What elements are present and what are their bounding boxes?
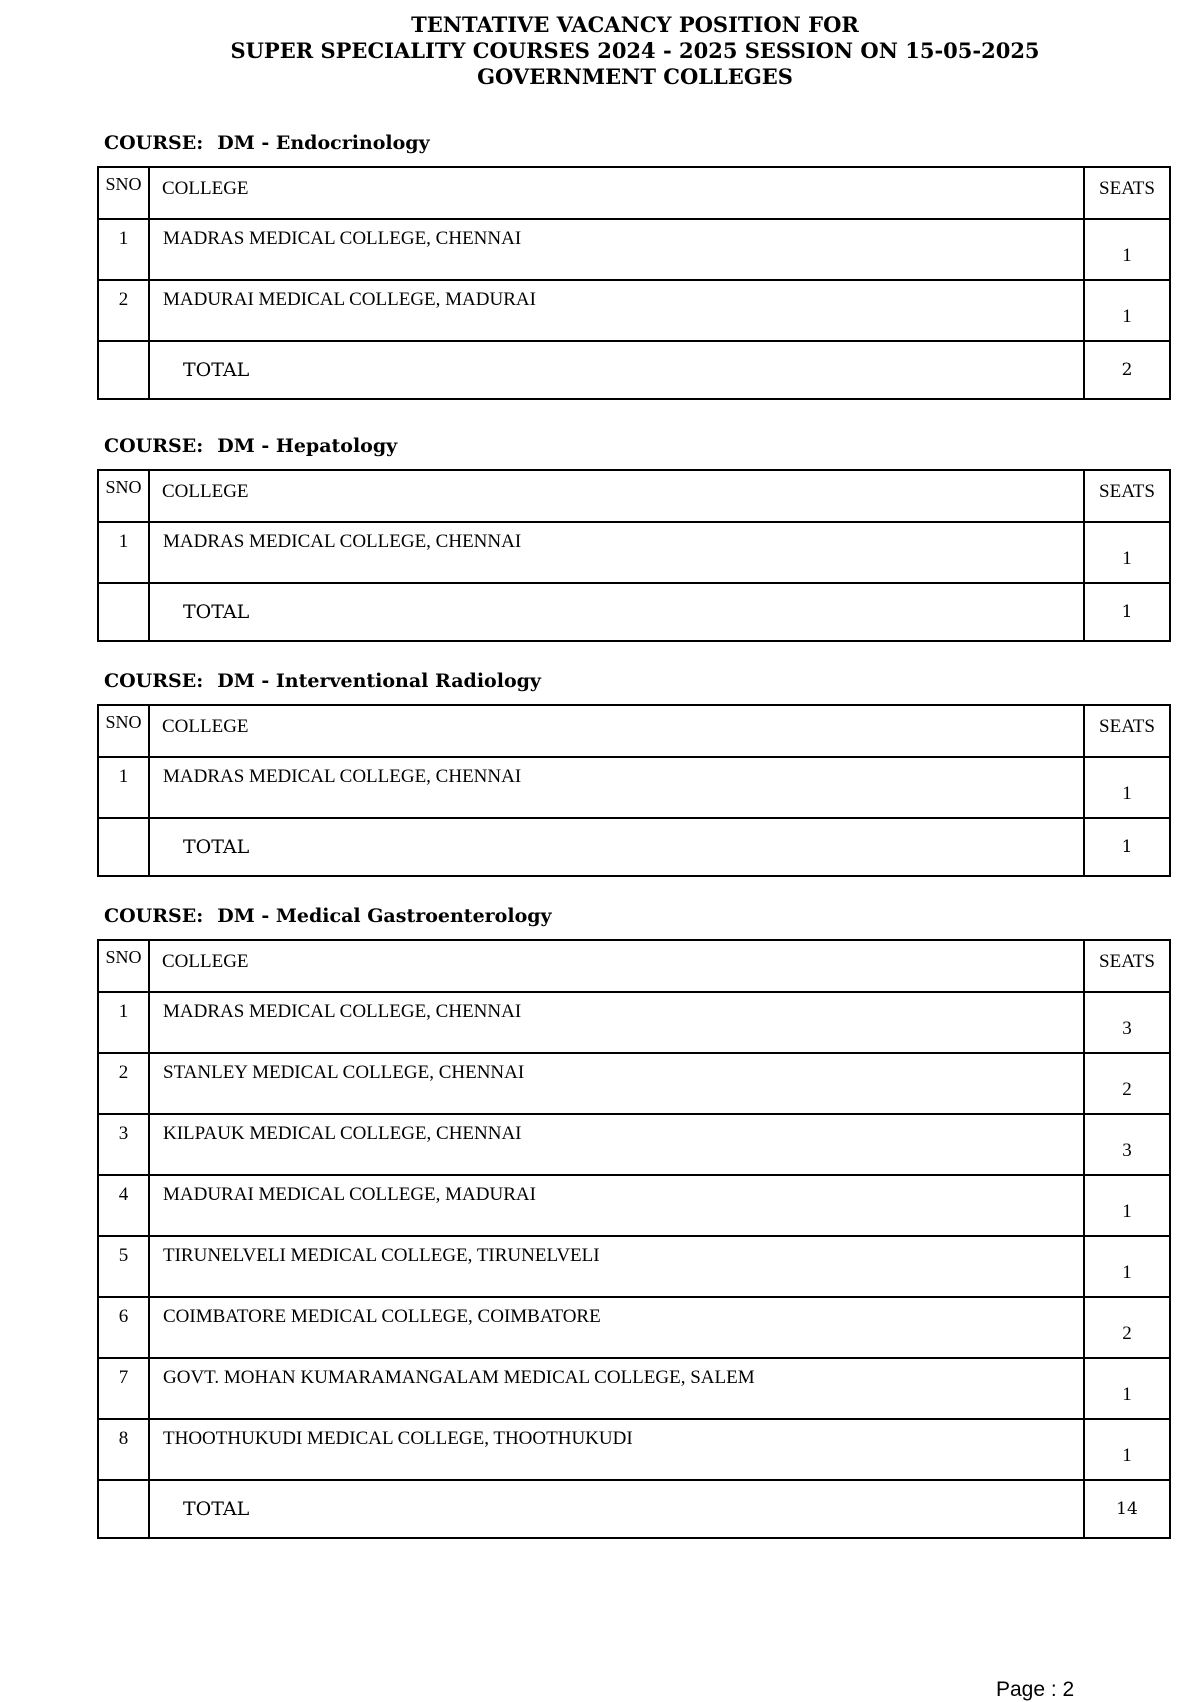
table-row xyxy=(98,757,1170,818)
cell-sno: 1 xyxy=(98,757,149,818)
table-row xyxy=(98,1419,1170,1480)
course-name: DM - Hepatology xyxy=(217,435,398,457)
cell-college: STANLEY MEDICAL COLLEGE, CHENNAI xyxy=(149,1053,1084,1114)
course-label: COURSE: xyxy=(104,132,204,154)
table-header-row xyxy=(98,470,1170,522)
cell-sno: 1 xyxy=(98,992,149,1053)
total-label: TOTAL xyxy=(149,583,1084,641)
cell-college: MADRAS MEDICAL COLLEGE, CHENNAI xyxy=(149,219,1084,280)
column-header-seats: SEATS xyxy=(1084,705,1170,757)
cell-sno: 1 xyxy=(98,219,149,280)
cell-seats: 1 xyxy=(1084,280,1170,341)
table-row xyxy=(98,219,1170,280)
table-row xyxy=(98,1297,1170,1358)
total-seats: 1 xyxy=(1084,583,1170,641)
course-name: DM - Interventional Radiology xyxy=(217,670,541,692)
cell-college: MADURAI MEDICAL COLLEGE, MADURAI xyxy=(149,1175,1084,1236)
column-header-college: COLLEGE xyxy=(149,940,1084,992)
cell-college: THOOTHUKUDI MEDICAL COLLEGE, THOOTHUKUDI xyxy=(149,1419,1084,1480)
cell-college: KILPAUK MEDICAL COLLEGE, CHENNAI xyxy=(149,1114,1084,1175)
course-title xyxy=(104,435,397,457)
total-seats: 2 xyxy=(1084,341,1170,399)
table-header-row xyxy=(98,705,1170,757)
cell-college: GOVT. MOHAN KUMARAMANGALAM MEDICAL COLLEGE, SALEM xyxy=(149,1358,1084,1419)
table-row xyxy=(98,1175,1170,1236)
cell-sno-empty xyxy=(98,583,149,641)
column-header-college: COLLEGE xyxy=(149,470,1084,522)
cell-seats: 1 xyxy=(1084,1358,1170,1419)
course-name: DM - Endocrinology xyxy=(217,132,430,154)
column-header-sno: SNO xyxy=(98,705,149,757)
vacancy-table xyxy=(97,939,1171,1539)
table-row xyxy=(98,1236,1170,1297)
course-title xyxy=(104,132,430,154)
table-row xyxy=(98,522,1170,583)
cell-sno: 6 xyxy=(98,1297,149,1358)
cell-sno-empty xyxy=(98,341,149,399)
page-number: Page : 2 xyxy=(996,1678,1075,1701)
column-header-sno: SNO xyxy=(98,940,149,992)
column-header-seats: SEATS xyxy=(1084,470,1170,522)
total-row xyxy=(98,341,1170,399)
course-title xyxy=(104,670,541,692)
total-row xyxy=(98,818,1170,876)
cell-seats: 1 xyxy=(1084,219,1170,280)
cell-sno: 5 xyxy=(98,1236,149,1297)
cell-seats: 3 xyxy=(1084,1114,1170,1175)
vacancy-table xyxy=(97,166,1171,400)
cell-seats: 1 xyxy=(1084,522,1170,583)
cell-sno: 2 xyxy=(98,280,149,341)
cell-college: MADRAS MEDICAL COLLEGE, CHENNAI xyxy=(149,522,1084,583)
cell-college: MADRAS MEDICAL COLLEGE, CHENNAI xyxy=(149,992,1084,1053)
table-header-row xyxy=(98,167,1170,219)
table-row xyxy=(98,1053,1170,1114)
table-row xyxy=(98,992,1170,1053)
total-label: TOTAL xyxy=(149,1480,1084,1538)
course-label: COURSE: xyxy=(104,905,204,927)
document-header xyxy=(0,12,1200,90)
cell-seats: 3 xyxy=(1084,992,1170,1053)
cell-seats: 1 xyxy=(1084,1175,1170,1236)
course-label: COURSE: xyxy=(104,670,204,692)
cell-seats: 1 xyxy=(1084,1419,1170,1480)
total-row xyxy=(98,1480,1170,1538)
cell-seats: 1 xyxy=(1084,757,1170,818)
vacancy-table xyxy=(97,704,1171,877)
cell-sno-empty xyxy=(98,818,149,876)
column-header-sno: SNO xyxy=(98,470,149,522)
column-header-seats: SEATS xyxy=(1084,167,1170,219)
total-label: TOTAL xyxy=(149,818,1084,876)
cell-sno: 8 xyxy=(98,1419,149,1480)
table-header-row xyxy=(98,940,1170,992)
cell-college: MADRAS MEDICAL COLLEGE, CHENNAI xyxy=(149,757,1084,818)
course-name: DM - Medical Gastroenterology xyxy=(217,905,552,927)
column-header-sno: SNO xyxy=(98,167,149,219)
table-row xyxy=(98,280,1170,341)
cell-seats: 2 xyxy=(1084,1053,1170,1114)
total-row xyxy=(98,583,1170,641)
table-row xyxy=(98,1358,1170,1419)
cell-sno: 1 xyxy=(98,522,149,583)
cell-college: MADURAI MEDICAL COLLEGE, MADURAI xyxy=(149,280,1084,341)
cell-college: TIRUNELVELI MEDICAL COLLEGE, TIRUNELVELI xyxy=(149,1236,1084,1297)
table-row xyxy=(98,1114,1170,1175)
header-line-3: GOVERNMENT COLLEGES xyxy=(477,64,793,89)
cell-sno: 4 xyxy=(98,1175,149,1236)
total-label: TOTAL xyxy=(149,341,1084,399)
cell-sno-empty xyxy=(98,1480,149,1538)
course-label: COURSE: xyxy=(104,435,204,457)
cell-college: COIMBATORE MEDICAL COLLEGE, COIMBATORE xyxy=(149,1297,1084,1358)
cell-seats: 2 xyxy=(1084,1297,1170,1358)
cell-sno: 2 xyxy=(98,1053,149,1114)
cell-sno: 3 xyxy=(98,1114,149,1175)
column-header-seats: SEATS xyxy=(1084,940,1170,992)
column-header-college: COLLEGE xyxy=(149,705,1084,757)
cell-sno: 7 xyxy=(98,1358,149,1419)
total-seats: 14 xyxy=(1084,1480,1170,1538)
cell-seats: 1 xyxy=(1084,1236,1170,1297)
vacancy-table xyxy=(97,469,1171,642)
course-title xyxy=(104,905,552,927)
column-header-college: COLLEGE xyxy=(149,167,1084,219)
total-seats: 1 xyxy=(1084,818,1170,876)
header-line-2: SUPER SPECIALITY COURSES 2024 - 2025 SESSION ON 15-05-2025 xyxy=(230,38,1040,63)
header-line-1: TENTATIVE VACANCY POSITION FOR xyxy=(411,12,859,37)
